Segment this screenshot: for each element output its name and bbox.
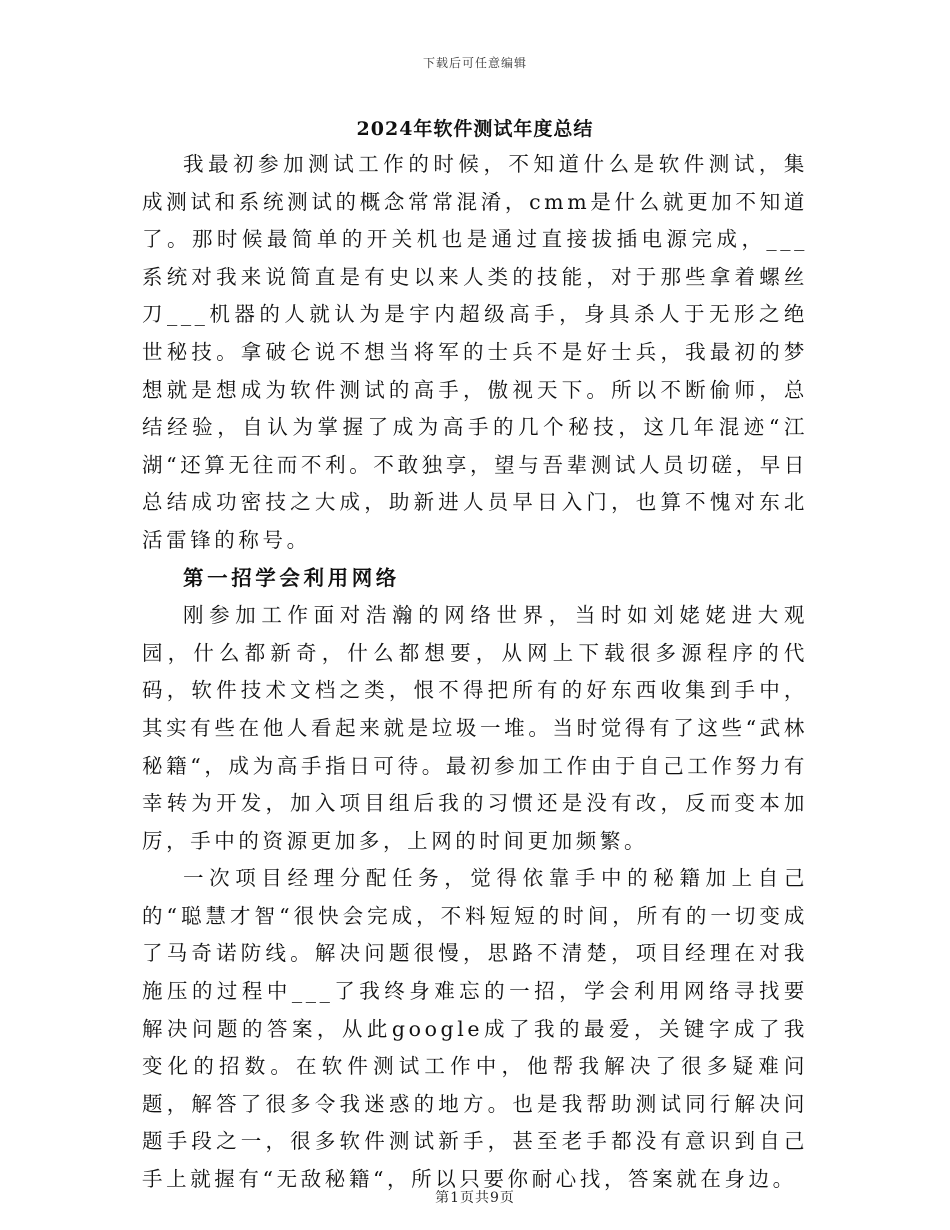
- body-paragraph: 一次项目经理分配任务，觉得依靠手中的秘籍加上自己的“聪慧才智“很快会完成，不料短短的时间，所有的一切变成了马奇诺防线。解决问题很慢，思路不清楚，项目经理在对我施压的过程中___了我终身难忘的一招，学会利用网络寻找要解决问题的答案，从此google成了我的最爱，关键字成了我变化的招数。在软件测试工作中，他帮我解决了很多疑难问题，解答了很多令我迷惑的地方。也是我帮助测试同行解决问题手段之一，很多软件测试新手，甚至老手都没有意识到自己手上就握有“无敌秘籍“，所以只要你耐心找，答案就在身边。: [142, 866, 808, 1192]
- intro-paragraph: 我最初参加测试工作的时候，不知道什么是软件测试，集成测试和系统测试的概念常常混淆，cmm是什么就更加不知道了。那时候最简单的开关机也是通过直接拔插电源完成，___系统对我来说简直是有史以来人类的技能，对于那些拿着螺丝刀___机器的人就认为是宇内超级高手，身具杀人于无形之绝世秘技。拿破仑说不想当将军的士兵不是好士兵，我最初的梦想就是想成为软件测试的高手，傲视天下。所以不断偷师，总结经验，自认为掌握了成为高手的几个秘技，这几年混迹“江湖“还算无往而不利。不敢独享，望与吾辈测试人员切磋，早日总结成功密技之大成，助新进人员早日入门，也算不愧对东北活雷锋的称号。: [142, 152, 808, 552]
- page-footer: 第1页共9页: [435, 1190, 515, 1206]
- section-heading: 第一招学会利用网络: [183, 565, 400, 590]
- body-paragraph: 刚参加工作面对浩瀚的网络世界，当时如刘姥姥进大观园，什么都新奇，什么都想要，从网上下载很多源程序的代码，软件技术文档之类，恨不得把所有的好东西收集到手中，其实有些在他人看起来就是垃圾一堆。当时觉得有了这些“武林秘籍“，成为高手指日可待。最初参加工作由于自己工作努力有幸转为开发，加入项目组后我的习惯还是没有改，反而变本加厉，手中的资源更加多，上网的时间更加频繁。: [142, 603, 808, 853]
- document-body: [142, 146, 808, 1199]
- header-note: 下载后可任意编辑: [422, 56, 527, 70]
- document-title: 2024年软件测试年度总结: [356, 118, 594, 140]
